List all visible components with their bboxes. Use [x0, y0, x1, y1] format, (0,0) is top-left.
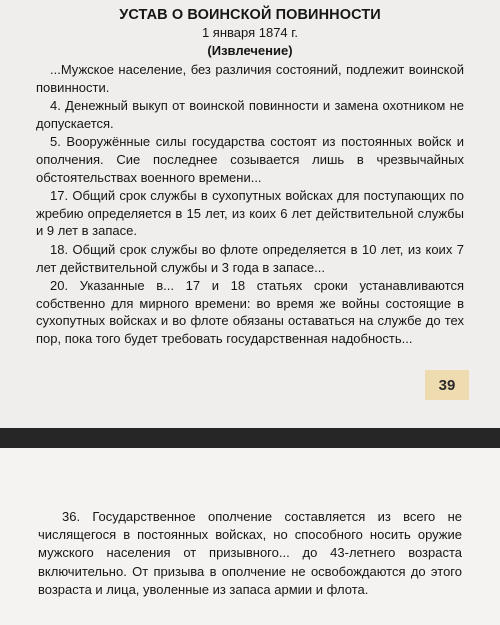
paragraph-article-18: 18. Общий срок службы во флоте определяется в 10 лет, из коих 7 лет действительной службы и 3 года в запасе...: [36, 241, 464, 275]
bottom-page: [0, 448, 500, 625]
paragraph-population: ...Мужское население, без различия состояний, подлежит воинской повинности.: [36, 62, 464, 95]
paragraph-article-17: 17. Общий срок службы в сухопутных войсках для поступающих по жребию определяется в 15 лет, из коих 6 лет действительной службы и 9 лет в запасе.: [36, 188, 464, 239]
document-title: УСТАВ О ВОИНСКОЙ ПОВИННОСТИ: [119, 7, 381, 23]
document-date: 1 января 1874 г.: [201, 25, 299, 40]
paragraph-article-36: 36. Государственное ополчение составляется из всего не числящегося в постоянных войсках, но способного носить оружие мужского населения от призывного... до 43-летнего возраста включительно. От призыва в ополчение не освобождаются до этого возраста и лица, уволенные из запаса армии и флота.: [38, 509, 462, 597]
page-divider: [0, 428, 500, 448]
paragraph-article-20: 20. Указанные в... 17 и 18 статьях сроки устанавливаются собственно для мирного времени: во время же войны состоящие в сухопутных войсках и во флоте обязаны оставаться на службе до тех пор, пока того будет требовать государственная надобность...: [36, 278, 464, 346]
page-number: 39: [425, 370, 469, 400]
paragraph-article-4: 4. Денежный выкуп от воинской повинности и замена охотником не допускается.: [36, 98, 464, 131]
document-subtitle: (Извлечение): [207, 43, 293, 58]
paragraph-article-5: 5. Вооружённые силы государства состоят из постоянных войск и ополчения. Сие последнее созывается лишь в чрезвычайных обстоятельствах военного времени...: [36, 134, 464, 185]
